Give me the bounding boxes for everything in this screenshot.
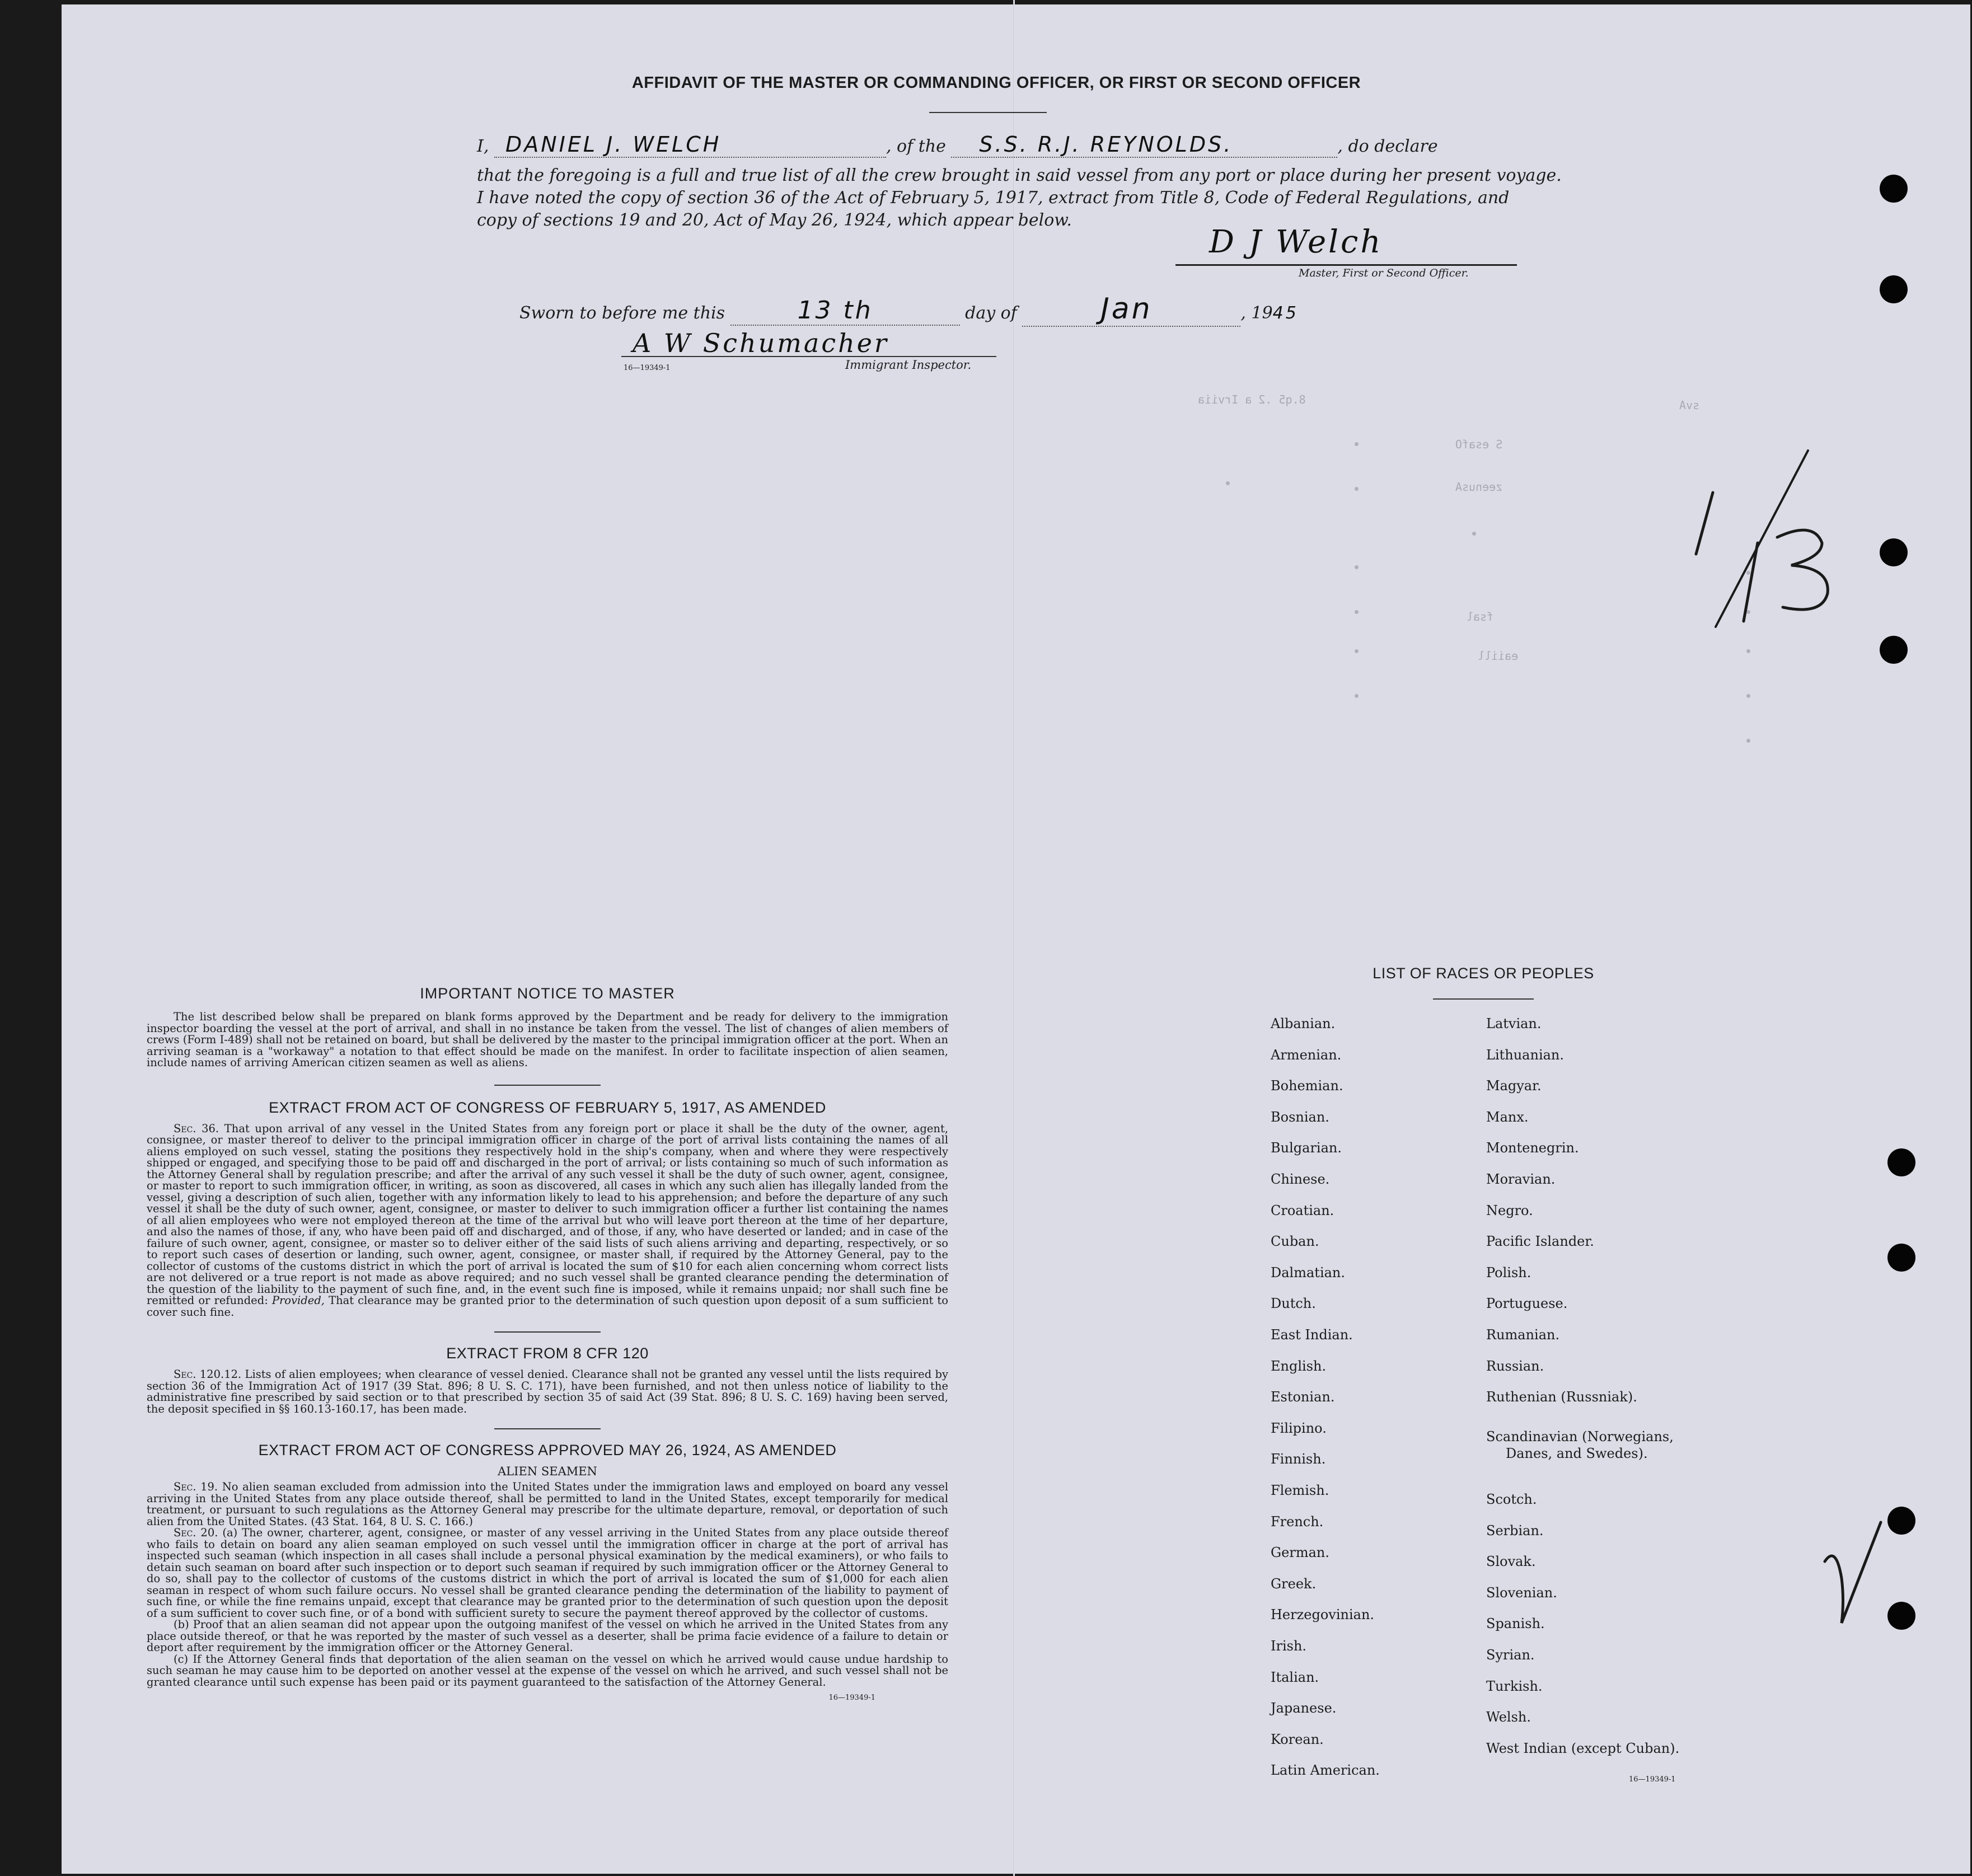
race-item: Bohemian. <box>1271 1078 1343 1094</box>
signature-caption: Master, First or Second Officer. <box>1299 267 1469 279</box>
race-item: Serbian. <box>1486 1522 1544 1539</box>
race-item: Syrian. <box>1486 1647 1535 1663</box>
race-item: Slovak. <box>1486 1554 1536 1570</box>
notice-paragraph: The list described below shall be prepared on blank forms approved by the Department and be ready for delivery to the immigration inspector boarding the vessel at the port of arrival, and shall in no instance be taken from the vessel. The list of changes of alien members of crews (Form I-489) shall not be retained on board, but shall be delivered by the master to the principal immigration officer at the port. When an arriving seaman is a "workaway" a notation to that effect should be made on the manifest. In order to facilitate inspection of alien seamen, include names of arriving American citizen seamen as well as aliens. <box>147 1010 948 1069</box>
race-item: Manx. <box>1486 1109 1529 1125</box>
sec-20c-text: (c) If the Attorney General finds that deportation of the alien seaman on the vessel on which he arrived would cause undue hardship to such seaman he may cause him to be deported on another vessel at the expense of the vessel on which he arrived, and such vessel shall not be granted clearance until such expense has been paid or its payment guaranteed to the satisfaction of the Attorney General. <box>147 1652 948 1689</box>
races-title-rule <box>1433 998 1534 1000</box>
section-rule <box>494 1331 601 1333</box>
races-title: LIST OF RACES OR PEOPLES <box>1373 965 1594 982</box>
race-item: East Indian. <box>1271 1327 1353 1343</box>
sec-19-label: Sec. 19. <box>174 1480 218 1493</box>
page-mark-annotation <box>1679 442 1870 644</box>
master-signature-block <box>1175 224 1523 279</box>
punch-hole <box>1880 275 1908 303</box>
punch-hole <box>1887 1602 1915 1630</box>
race-item: Korean. <box>1271 1731 1324 1747</box>
race-item: West Indian (except Cuban). <box>1486 1740 1680 1756</box>
race-item: Magyar. <box>1486 1078 1542 1094</box>
race-item: Russian. <box>1486 1358 1544 1374</box>
signature-line <box>1175 264 1517 266</box>
race-item: Latvian. <box>1486 1016 1542 1031</box>
race-item: Slovenian. <box>1486 1584 1557 1601</box>
race-item: Japanese. <box>1271 1700 1337 1716</box>
race-item: English. <box>1271 1358 1327 1374</box>
race-item: Rumanian. <box>1486 1327 1560 1343</box>
race-item: Latin American. <box>1271 1762 1380 1779</box>
alien-seamen-subtitle: ALIEN SEAMEN <box>498 1465 597 1478</box>
sec-20a-text: (a) The owner, charterer, agent, consignee, or master of any vessel arriving in the United States from any place outside thereof who fails to detain on board any alien seaman employed on such vessel until the immigration officer in charge at the port of arrival has inspected such seaman (which inspection in all cases shall include a personal physical examination by the medical examiners), or who fails to detain such seaman on board after such inspection or to deport such seaman if required by such immigration officer or the Attorney General to do so, shall pay to the collector of customs of the customs district in which the port of arrival is located the sum of $1,000 for each alien seaman in respect of whom such failure occurs. No vessel shall be granted clearance pending the determination of the liability to payment of such fine, or while the fine remains unpaid, except that clearance may be granted prior to the determination of such question upon the deposit of a sum sufficient to cover such fine, or of a bond with sufficient surety to secure the payment thereof approved by the collector of customs. <box>147 1526 948 1620</box>
race-item: Herzegovinian. <box>1271 1607 1375 1623</box>
page-fold <box>1013 0 1015 1876</box>
extract-1924-title: EXTRACT FROM ACT OF CONGRESS APPROVED MAY 26, 1924, AS AMENDED <box>258 1442 837 1458</box>
race-item: Montenegrin. <box>1486 1140 1579 1156</box>
declaration-line-3: I have noted the copy of section 36 of the Act of February 5, 1917, extract from Title 8, Code of Federal Regulations, and <box>477 188 1510 208</box>
punch-hole <box>1887 1148 1915 1176</box>
punch-hole <box>1880 538 1908 566</box>
sec-19-text: No alien seaman excluded from admission into the United States under the immigration laws and employed on board any vessel arriving in the United States from any place outside thereof, shall be permitted to land in the United States, except temporarily for medical treatment, or pursuant to such regulations as the Attorney General may prescribe for the ultimate departure, removal, or deportation of such alien from the United States. (43 Stat. 164, 8 U. S. C. 166.) <box>147 1480 949 1528</box>
race-item: Estonian. <box>1271 1389 1335 1405</box>
race-item: Ruthenian (Russniak). <box>1486 1389 1637 1405</box>
races-form-number: 16—19349-1 <box>1629 1775 1676 1784</box>
sec-120-label: Sec. 120.12. <box>174 1368 242 1381</box>
race-item: Lithuanian. <box>1486 1047 1565 1063</box>
extract-1917-title: EXTRACT FROM ACT OF CONGRESS OF FEBRUARY 5, 1917, AS AMENDED <box>269 1099 826 1116</box>
sworn-line <box>519 292 1303 327</box>
master-signature: D J Welch <box>1209 224 1383 260</box>
race-item: Greek. <box>1271 1575 1317 1592</box>
punch-hole <box>1887 1507 1915 1535</box>
inspector-signature: A W Schumacher <box>633 328 889 358</box>
page-mark-drawing <box>1679 442 1870 644</box>
do-declare-label: , do declare <box>1337 137 1438 156</box>
title-rule <box>929 112 1047 113</box>
race-item: Dutch. <box>1271 1296 1316 1312</box>
race-item: Armenian. <box>1271 1047 1342 1063</box>
race-item: Dalmatian. <box>1271 1264 1346 1281</box>
section-rule <box>494 1428 601 1429</box>
notice-body <box>147 1011 948 1069</box>
race-item: Pacific Islander. <box>1486 1234 1594 1250</box>
sec-20b-text: (b) Proof that an alien seaman did not appear upon the outgoing manifest of the vessel on which he arrived in the United States from any place outside thereof, or that he was reported by the master of such vessel as a deserter, shall be prima facie evidence of a failure to detain or deport after requirement by the immigration officer or the Attorney General. <box>147 1618 948 1654</box>
sworn-day: 13 th <box>797 296 873 325</box>
vessel-name-field <box>951 132 1337 158</box>
race-item: Irish. <box>1271 1638 1307 1654</box>
race-item: Cuban. <box>1271 1234 1319 1250</box>
race-item: Portuguese. <box>1486 1296 1568 1312</box>
of-the-label: , of the <box>886 137 946 156</box>
race-item: Polish. <box>1486 1264 1531 1281</box>
declaration-line-4: copy of sections 19 and 20, Act of May 26, 1924, which appear below. <box>477 210 1072 230</box>
race-item: Scandinavian (Norwegians, <box>1486 1429 1674 1444</box>
race-item: Turkish. <box>1486 1678 1543 1694</box>
race-item: French. <box>1271 1513 1324 1530</box>
sworn-day-field <box>730 296 960 326</box>
race-item: Chinese. <box>1271 1171 1330 1187</box>
notice-column <box>147 985 948 1702</box>
inspector-caption: Immigrant Inspector. <box>845 358 972 372</box>
race-item: Filipino. <box>1271 1420 1327 1436</box>
race-item: Bulgarian. <box>1271 1140 1342 1156</box>
affidavit-title: AFFIDAVIT OF THE MASTER OR COMMANDING OFFICER, OR FIRST OR SECOND OFFICER <box>631 74 1361 92</box>
race-item: German. <box>1271 1545 1329 1561</box>
race-item: Albanian. <box>1271 1016 1336 1031</box>
race-item: Welsh. <box>1486 1709 1531 1725</box>
race-item: Flemish. <box>1271 1483 1329 1498</box>
sec-36-label: Sec. 36. <box>174 1122 219 1135</box>
race-item: Croatian. <box>1271 1202 1334 1218</box>
notice-title: IMPORTANT NOTICE TO MASTER <box>420 985 675 1002</box>
race-item: Danes, and Swedes). <box>1506 1446 1648 1461</box>
race-item: Scotch. <box>1486 1492 1537 1507</box>
sec-36-text: That upon arrival of any vessel in the United States from any foreign port or place it shall be the duty of the owner, agent, consignee, or master thereof to deliver to the principal immigration officer in charge of the port of arrival lists containing the names of all aliens employed on such vessel, stating the positions they respectively hold in the ship's company, when and where they were respectively shipped or engaged, and specifying those to be paid off and discharged in the port of arrival; or lists containing so much of such information as the Attorney General shall by regulation prescribe; and after the arrival of any such vessel it shall be the duty of such owner, agent, consignee, or master to report to such immigration officer, in writing, as soon as discovered, all cases in which any such alien has illegally landed from the vessel, giving a description of such alien, together with any information likely to lead to his apprehension; and before the departure of any such vessel it shall be the duty of such owner, agent, consignee, or master to deliver to such immigration officer a further list containing the names of all alien employees who were not employed thereon at the time of the arrival but who will leave port thereon at the time of her departure, and also the names of those, if any, who have been paid off and discharged, and of those, if any, who have deserted or landed; and in case of the failure of such owner, agent, consignee, or master so to deliver either of the said lists of such aliens arriving and departing, respectively, or so to report such cases of desertion or landing, such owner, agent, consignee, or master shall, if required by the Attorney General, pay to the collector of customs of the customs district in which the port of arrival is located the sum of $10 for each alien concerning whom correct lists are not delivered or a true report is not made as above required; and no such vessel shall be granted clearance pending the determination of the question of the liability to the payment of such fine, and, in the event such fine is imposed, while it remains unpaid; nor shall such fine be remitted or refunded: <box>147 1122 949 1307</box>
punch-hole <box>1880 175 1908 203</box>
officer-name-field <box>494 132 886 158</box>
race-item: Negro. <box>1486 1202 1533 1218</box>
sec-36-tail: That clearance may be granted prior to the determination of such question upon deposit of a sum sufficient to cover such fine. <box>147 1294 948 1319</box>
sworn-year: 45 <box>1272 303 1299 323</box>
notice-form-number: 16—19349-1 <box>828 1694 875 1702</box>
day-of-label: day of <box>965 303 1017 323</box>
race-item: Moravian. <box>1486 1171 1556 1187</box>
extract-1924-body <box>147 1481 948 1688</box>
sworn-prefix: Sworn to before me this <box>519 303 725 323</box>
form-number: 16—19349-1 <box>624 364 671 372</box>
race-item: Bosnian. <box>1271 1109 1329 1125</box>
extract-cfr-body <box>147 1369 948 1415</box>
provided-text: Provided, <box>271 1294 325 1307</box>
year-prefix: , 19 <box>1240 303 1273 323</box>
declaration-line-2: that the foregoing is a full and true list of all the crew brought in said vessel from any port or place during her present voyage. <box>477 166 1562 185</box>
declaration-prefix: I, <box>477 137 489 156</box>
sec-20-label: Sec. 20. <box>174 1526 218 1539</box>
declaration-line-1 <box>477 132 1518 158</box>
race-item: Italian. <box>1271 1669 1319 1685</box>
sworn-month-field <box>1022 292 1240 327</box>
race-item: Spanish. <box>1486 1616 1545 1632</box>
extract-cfr-title: EXTRACT FROM 8 CFR 120 <box>446 1345 649 1362</box>
section-rule <box>494 1085 601 1086</box>
vessel-name: S.S. R.J. REYNOLDS. <box>979 132 1233 157</box>
race-item: Finnish. <box>1271 1451 1326 1467</box>
sworn-month: Jan <box>1100 292 1153 326</box>
punch-hole <box>1880 636 1908 664</box>
officer-name: DANIEL J. WELCH <box>505 132 722 157</box>
sec-120-text: Lists of alien employees; when clearance of vessel denied. Clearance shall not be granted any vessel until the lists required by section 36 of the Immigration Act of 1917 (39 Stat. 896; 8 U. S. C. 171), have been furnished, and not then unless notice of liability to the administrative fine prescribed by said section or to that prescribed by section 35 of said Act (39 Stat. 896; 8 U. S. C. 169) having been served, the deposit specified in §§ 160.13-160.17, has been made. <box>147 1368 949 1415</box>
inspector-signature-block <box>621 328 1002 372</box>
punch-hole <box>1887 1244 1915 1272</box>
extract-1917-body <box>147 1123 948 1319</box>
